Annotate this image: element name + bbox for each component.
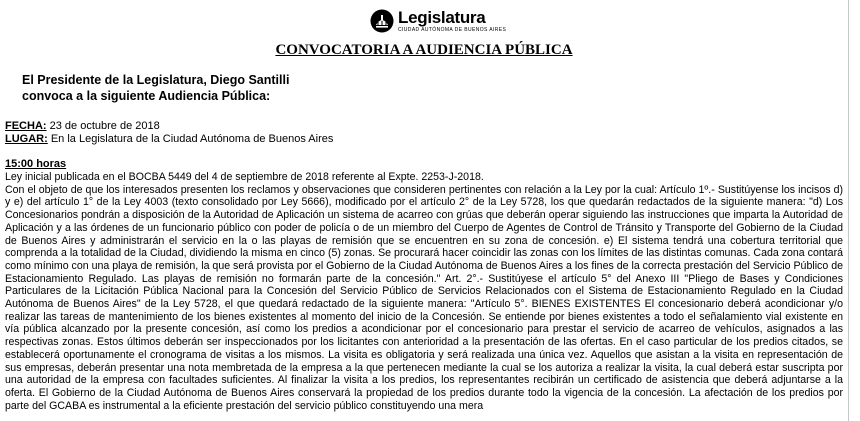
document-header (0, 0, 848, 38)
presenter-line-2: convoca a la siguiente Audiencia Pública: (22, 89, 271, 103)
page-edge-rule (848, 0, 849, 421)
body-text (5, 171, 843, 412)
logo-wordmark: Legislatura (398, 8, 486, 27)
legislatura-emblem-icon (370, 9, 394, 33)
legislatura-logo (370, 6, 506, 36)
lugar-label: LUGAR: (5, 133, 48, 145)
fecha-row (5, 120, 333, 133)
presenter-line-1: El Presidente de la Legislatura, Diego Santilli (22, 73, 290, 87)
body-paragraph: Con el objeto de que los interesados presenten los reclamos y observaciones que consideren pertinentes con relación a la Ley por la cual: Artículo 1º.- Sustitúyense los incisos d) y e) del artículo 1° de la Ley 4003 (texto consolidado por Ley 5666), modificado por el artículo 2° de la Ley 5728, los que quedarán redactados de la siguiente manera: "d) Los Concesionarios pondrán a disposición de la Autoridad de Aplicación un sistema de acarreo con grúas que deberán operar siguiendo las instrucciones que imparta la Autoridad de Aplicación y a las órdenes de un funcionario público con poder de policía o de un miembro del Cuerpo de Agentes de Control de Tránsito y Transporte del Gobierno de la Ciudad de Buenos Aires y administrarán el servicio en la o las playas de remisión que se encuentren en su zona de concesión. e) El sistema tendrá una cobertura territorial que comprenda a la totalidad de la Ciudad, dividiendo la misma en cinco (5) zonas. Se procurará hacer coincidir las zonas con los límites de las distintas comunas. Cada zona contará como mínimo con una playa de remisión, la que será provista por el Gobierno de la Ciudad Autónoma de Buenos Aires a los fines de la correcta prestación del Servicio Público de Estacionamiento Regulado. Las playas de remisión no formarán parte de la concesión." Art. 2°.- Sustitúyese el artículo 5° del Anexo III "Pliego de Bases y Condiciones Particulares de la Licitación Pública Nacional para la Concesión del Servicio Público de Servicios Relacionados con el Sistema de Estacionamiento Regulado en la Ciudad Autónoma de Buenos Aires" de la Ley 5728, el que quedará redactado de la siguiente manera: "Artículo 5°. BIENES EXISTENTES El concesionario deberá acondicionar y/o realizar las tareas de mantenimiento de los bienes existentes al momento del inicio de la Concesión. Se entiende por bienes existentes a todo el señalamiento vial existente en vía pública alcanzado por la presente concesión, así como los predios a acondicionar por el concesionario para prestar el servicio de acarreo de vehículos, asignados a las respectivas zonas. Estos últimos deberán ser inspeccionados por los licitantes con anterioridad a la presentación de las ofertas. En el caso particular de los predios citados, se establecerá oportunamente el cronograma de visitas a los mismos. La visita es obligatoria y será realizada una única vez. Aquellos que asistan a la visita en representación de sus empresas, deberán presentar una nota membretada de la empresa a la que pertenecen mediante la cual se los autoriza a realizar la visita, la cual deberá estar suscripta por una autoridad de la empresa con facultades suficientes. Al finalizar la visita a los predios, los representantes recibirán un certificado de asistencia que deberá adjuntarse a la oferta. El Gobierno de la Ciudad Autónoma de Buenos Aires conservará la propiedad de los predios durante todo la vigencia de la concesión. La afectación de los predios por parte del GCABA es instrumental a la eficiente prestación del servicio público constituyendo una mera (5, 183, 843, 412)
presenter-block (22, 72, 289, 104)
document-title: CONVOCATORIA A AUDIENCIA PÚBLICA (275, 42, 573, 58)
logo-subtitle: CIUDAD AUTÓNOMA DE BUENOS AIRES (398, 27, 507, 33)
meta-block (5, 120, 333, 146)
fecha-label: FECHA: (5, 120, 47, 132)
hora-heading: 15:00 horas (5, 158, 67, 170)
fecha-value: 23 de octubre de 2018 (46, 120, 160, 132)
lugar-value: En la Legislatura de la Ciudad Autónoma de Buenos Aires (47, 133, 334, 145)
lugar-row (5, 133, 333, 146)
body-first-line: Ley inicial publicada en el BOCBA 5449 del 4 de septiembre de 2018 referente al Expte. 2253-J-2018. (5, 171, 484, 183)
